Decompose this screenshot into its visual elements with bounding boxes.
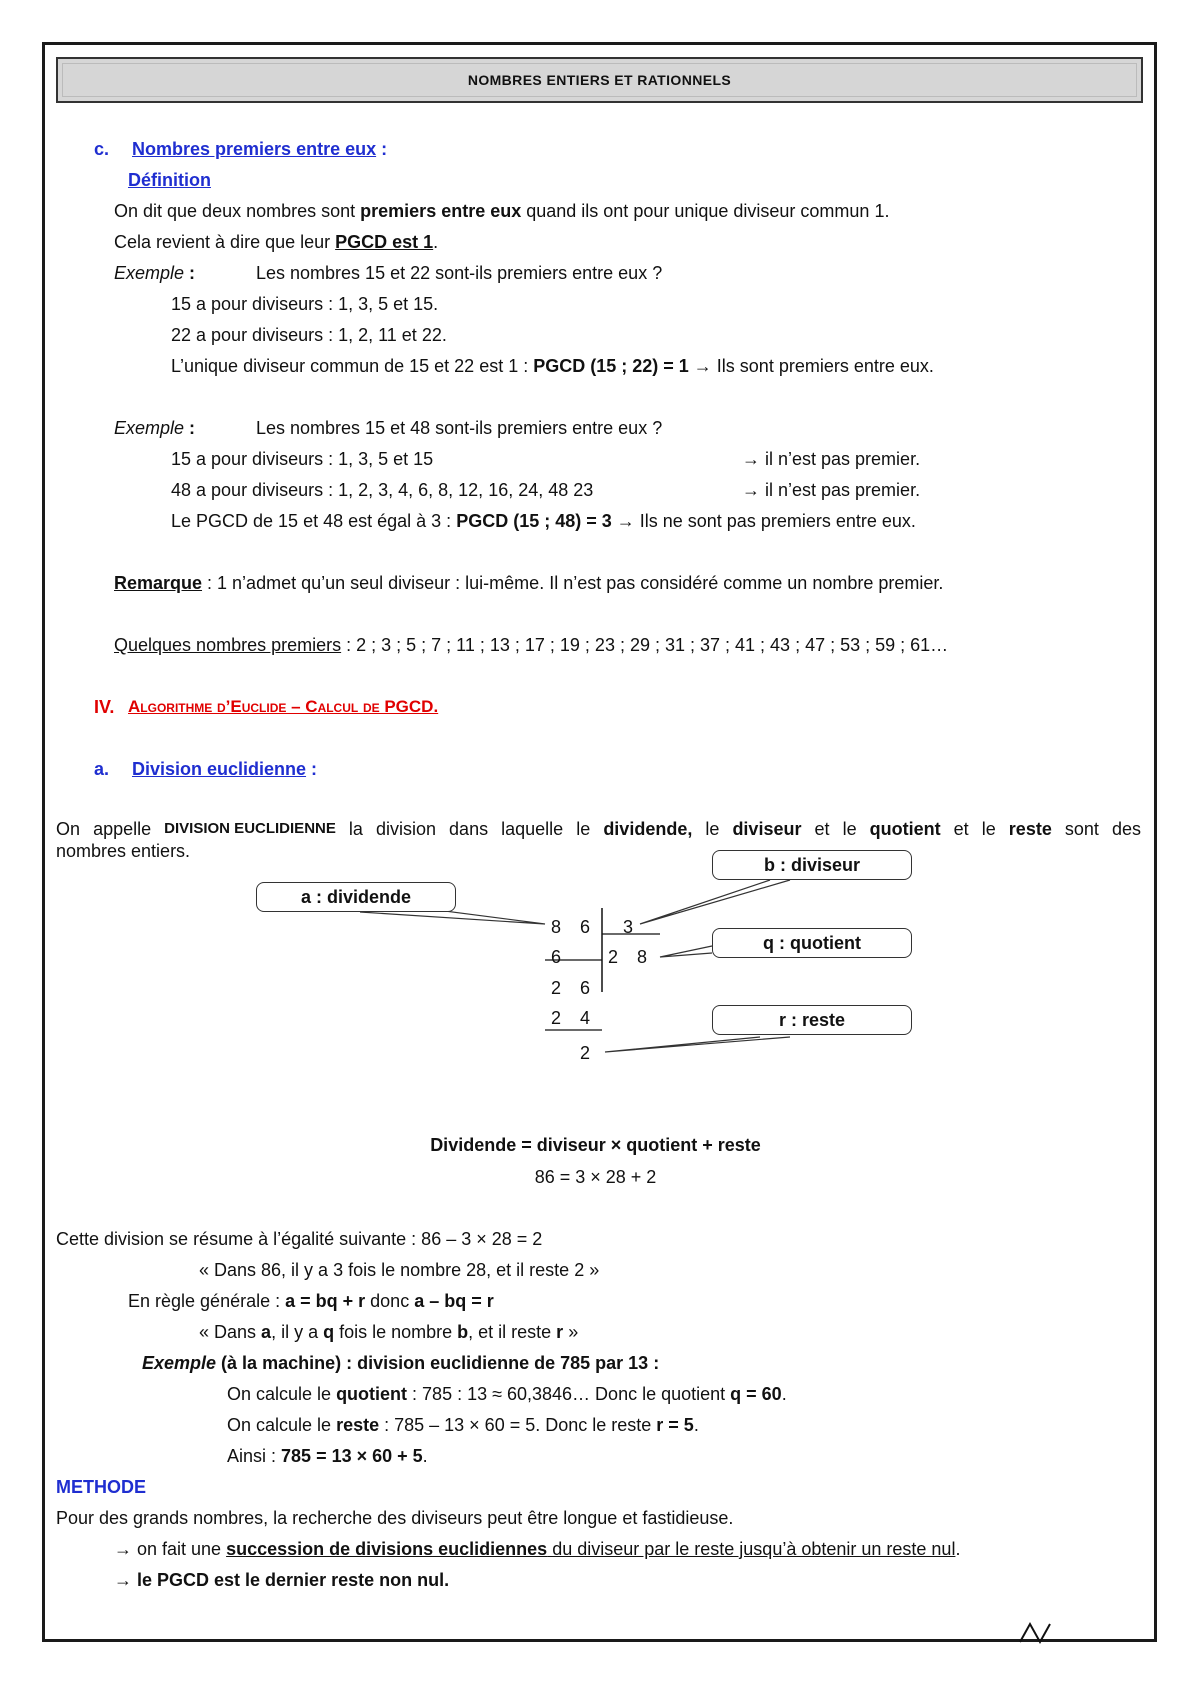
corner-zigzag	[1020, 1624, 1050, 1642]
machine-example-label: Exemple	[142, 1353, 217, 1373]
example2-line-2: 48 a pour diviseurs : 1, 2, 3, 4, 6, 8, 12, 16, 24, 48 23	[171, 480, 594, 500]
s4d: fois le nombre	[334, 1322, 458, 1342]
s4f: »	[563, 1322, 579, 1342]
remark-label: Remarque	[114, 573, 203, 593]
definition-label: Définition	[128, 170, 211, 190]
summary-l3-formula2: a – bq = r	[414, 1291, 494, 1311]
example2-colon: :	[184, 418, 196, 438]
example1-label-text: Exemple	[114, 263, 185, 283]
example1-question: Les nombres 15 et 22 sont-ils premiers entre eux ?	[256, 263, 663, 283]
section-iv-title: Algorithme d’Euclide – Calcul de PGCD.	[128, 697, 439, 716]
ex2-l3-post: → Ils ne sont pas premiers entre eux.	[611, 511, 916, 531]
method-l2-end: .	[955, 1539, 961, 1559]
example2-question: Les nombres 15 et 48 sont-ils premiers entre eux ?	[256, 418, 663, 438]
ex1-l3-post: → Ils sont premiers entre eux.	[688, 356, 934, 376]
m2d: r = 5	[656, 1415, 694, 1435]
s4b4: r	[556, 1322, 564, 1342]
intro-word: le	[705, 819, 720, 839]
m2b: reste	[336, 1415, 380, 1435]
page-title: NOMBRES ENTIERS ET RATIONNELS	[467, 72, 732, 88]
formula-line-2: 86 = 3 × 28 + 2	[534, 1167, 657, 1187]
callout-dividend: a : dividende	[256, 882, 456, 912]
s4a: « Dans	[199, 1322, 262, 1342]
callout-divisor: b : diviseur	[712, 850, 912, 880]
m2a: On calcule le	[227, 1415, 337, 1435]
m3c: .	[422, 1446, 428, 1466]
m1a: On calcule le	[227, 1384, 337, 1404]
m3a: Ainsi :	[227, 1446, 282, 1466]
summary-l3-pre: En règle générale :	[128, 1291, 286, 1311]
section-iv-marker: IV.	[94, 697, 115, 717]
euclid-intro-line-2: nombres entiers.	[56, 841, 191, 861]
def-line1-post: quand ils ont pour unique diviseur commun 1.	[521, 201, 890, 221]
intro-word: dans	[449, 819, 489, 839]
summary-line-1: Cette division se résume à l’égalité suivante : 86 – 3 × 28 = 2	[56, 1229, 543, 1249]
intro-word: laquelle	[501, 819, 564, 839]
method-l2-bold: succession de divisions euclidiennes	[226, 1539, 548, 1559]
primes-text: : 2 ; 3 ; 5 ; 7 ; 11 ; 13 ; 17 ; 19 ; 23 ; 29 ; 31 ; 37 ; 41 ; 43 ; 47 ; 53 ; 59 ; 61…	[341, 635, 949, 655]
method-line-1: Pour des grands nombres, la recherche des diviseurs peut être longue et fastidieuse.	[56, 1508, 734, 1528]
intro-word: appelle	[93, 819, 152, 839]
intro-word: On	[56, 819, 81, 839]
step-2-digit: 6	[580, 978, 591, 998]
remainder-value: 2	[580, 1043, 591, 1063]
divisor-value: 3	[623, 917, 634, 937]
callout-quotient: q : quotient	[712, 928, 912, 958]
example1-colon: :	[184, 263, 196, 283]
example1-line-1: 15 a pour diviseurs : 1, 3, 5 et 15.	[171, 294, 439, 314]
intro-word: sont	[1064, 819, 1099, 839]
callout-remainder: r : reste	[712, 1005, 912, 1035]
s4b1: a	[261, 1322, 272, 1342]
example2-line-2-note: → il n’est pas premier.	[742, 480, 921, 500]
summary-l3-mid: donc	[365, 1291, 415, 1311]
intro-word-term: DIVISION EUCLIDIENNE	[164, 820, 336, 837]
summary-l3-formula1: a = bq + r	[285, 1291, 366, 1311]
ex2-l3-pre: Le PGCD de 15 et 48 est égal à 3 :	[171, 511, 457, 531]
def-line1-bold: premiers entre eux	[360, 201, 522, 221]
intro-word: des	[1111, 819, 1141, 839]
section-c-heading-text: Nombres premiers entre eux	[132, 139, 377, 159]
m2c: : 785 – 13 × 60 = 5. Donc le reste	[379, 1415, 657, 1435]
def-line2-pre: Cela revient à dire que leur	[114, 232, 336, 252]
quotient-digit: 8	[637, 947, 648, 967]
step-3-digit: 2	[551, 1008, 562, 1028]
section-a-heading-text: Division euclidienne	[132, 759, 307, 779]
intro-word-bold: diviseur	[732, 819, 802, 839]
s4b2: q	[323, 1322, 335, 1342]
intro-word: le	[576, 819, 591, 839]
intro-word: la	[348, 819, 363, 839]
step-2-digit: 2	[551, 978, 562, 998]
m1b: quotient	[336, 1384, 408, 1404]
step-3-digit: 4	[580, 1008, 591, 1028]
example2-line-1-note: → il n’est pas premier.	[742, 449, 921, 469]
s4b3: b	[457, 1322, 469, 1342]
step-1-value: 6	[551, 947, 562, 967]
dividend-digit: 8	[551, 917, 562, 937]
intro-word: le	[842, 819, 857, 839]
ex1-l3-pre: L’unique diviseur commun de 15 et 22 est 1 :	[171, 356, 534, 376]
s4e: , et il reste	[468, 1322, 557, 1342]
summary-line-2: « Dans 86, il y a 3 fois le nombre 28, et il reste 2 »	[199, 1260, 600, 1280]
section-c-heading-suffix: :	[376, 139, 388, 159]
intro-word-bold: dividende,	[603, 819, 693, 839]
def-line1-pre: On dit que deux nombres sont	[114, 201, 361, 221]
m3b: 785 = 13 × 60 + 5	[281, 1446, 423, 1466]
method-l2-pre: → on fait une	[114, 1539, 227, 1559]
intro-word-bold: quotient	[869, 819, 941, 839]
def-line2-post: .	[433, 232, 439, 252]
method-line-3: → le PGCD est le dernier reste non nul.	[114, 1570, 450, 1590]
intro-word: division	[375, 819, 436, 839]
def-line2-bold: PGCD est 1	[335, 232, 434, 252]
ex1-l3-bold: PGCD (15 ; 22) = 1	[533, 356, 689, 376]
intro-word: le	[981, 819, 996, 839]
section-c-marker: c.	[94, 139, 110, 159]
example2-line-1: 15 a pour diviseurs : 1, 3, 5 et 15	[171, 449, 434, 469]
machine-example-title-text: (à la machine) : division euclidienne de 785 par 13 :	[216, 1353, 660, 1373]
intro-word: et	[814, 819, 830, 839]
s4c: , il y a	[271, 1322, 324, 1342]
dividend-digit: 6	[580, 917, 591, 937]
m1e: .	[781, 1384, 787, 1404]
example2-label-text: Exemple	[114, 418, 185, 438]
m1d: q = 60	[730, 1384, 782, 1404]
section-a-heading-suffix: :	[306, 759, 318, 779]
remark-text: : 1 n’admet qu’un seul diviseur : lui-même. Il n’est pas considéré comme un nombre premier.	[202, 573, 944, 593]
quotient-digit: 2	[608, 947, 619, 967]
m2e: .	[693, 1415, 699, 1435]
m1c: : 785 : 13 ≈ 60,3846… Donc le quotient	[407, 1384, 731, 1404]
method-l2-post: du diviseur par le reste jusqu’à obtenir un reste nul	[547, 1539, 956, 1559]
ex2-l3-bold: PGCD (15 ; 48) = 3	[456, 511, 612, 531]
section-a-marker: a.	[94, 759, 110, 779]
primes-label: Quelques nombres premiers	[114, 635, 342, 655]
intro-word: et	[953, 819, 969, 839]
method-title: METHODE	[56, 1477, 146, 1497]
formula-line-1: Dividende = diviseur × quotient + reste	[430, 1135, 761, 1155]
intro-word-bold: reste	[1008, 819, 1052, 839]
example1-line-2: 22 a pour diviseurs : 1, 2, 11 et 22.	[171, 325, 447, 345]
